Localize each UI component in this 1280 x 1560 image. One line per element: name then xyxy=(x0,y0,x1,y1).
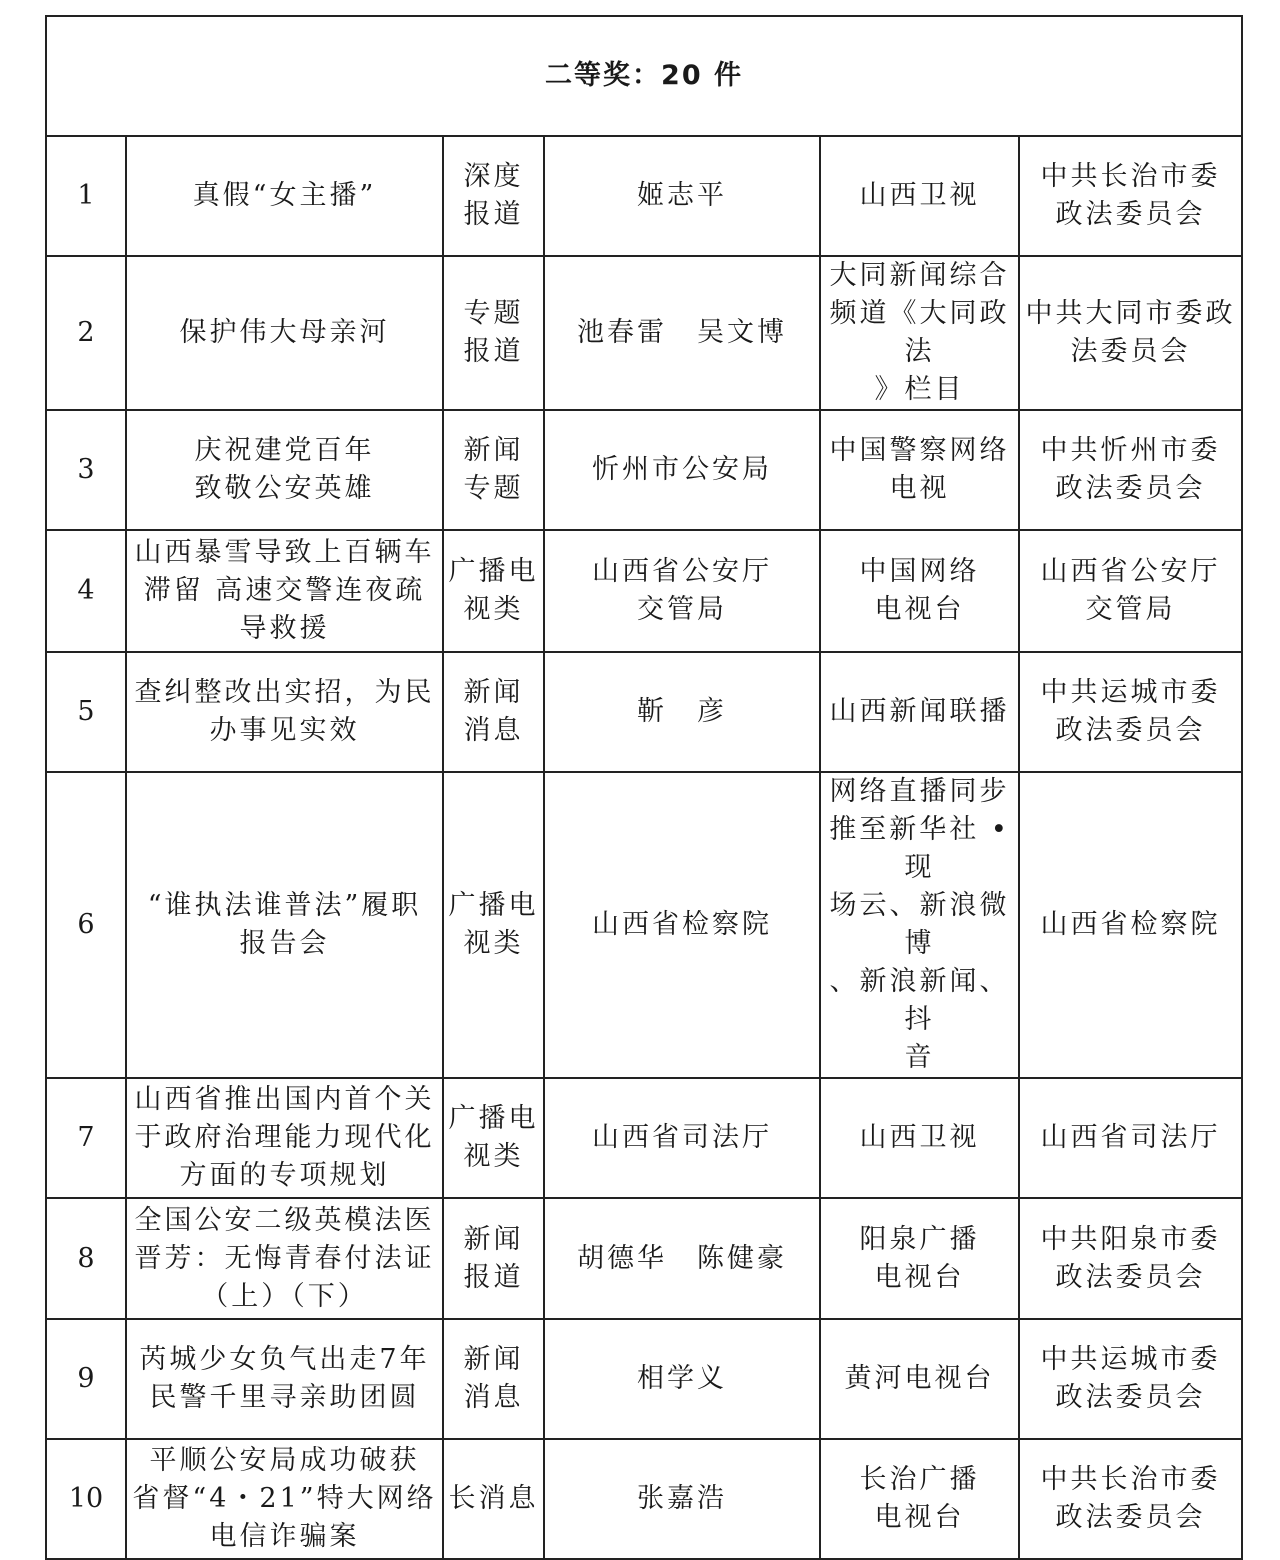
media-outlet-cell: 黄河电视台 xyxy=(820,1319,1019,1439)
row-number-cell: 8 xyxy=(46,1198,126,1319)
table-title: 二等奖：20 件 xyxy=(46,16,1242,136)
author-cell: 池春雷 吴文博 xyxy=(544,256,820,410)
work-title-cell: 山西暴雪导致上百辆车 滞留 高速交警连夜疏 导救援 xyxy=(126,530,443,652)
submitting-unit-cell: 中共长治市委 政法委员会 xyxy=(1019,1439,1242,1559)
work-title-cell: 平顺公安局成功破获 省督“4・21”特大网络 电信诈骗案 xyxy=(126,1439,443,1559)
author-cell: 相学义 xyxy=(544,1319,820,1439)
work-title-cell: “谁执法谁普法”履职 报告会 xyxy=(126,772,443,1078)
submitting-unit-cell: 山西省检察院 xyxy=(1019,772,1242,1078)
submitting-unit-cell: 山西省公安厅 交管局 xyxy=(1019,530,1242,652)
work-title-cell: 庆祝建党百年 致敬公安英雄 xyxy=(126,410,443,530)
row-number-cell: 1 xyxy=(46,136,126,256)
author-cell: 姬志平 xyxy=(544,136,820,256)
table-heading-row xyxy=(46,16,1242,136)
media-outlet-cell: 阳泉广播 电视台 xyxy=(820,1198,1019,1319)
category-cell: 广播电 视类 xyxy=(443,772,544,1078)
category-cell: 新闻 消息 xyxy=(443,1319,544,1439)
media-outlet-cell: 山西卫视 xyxy=(820,136,1019,256)
table-row xyxy=(46,772,1242,1078)
category-cell: 新闻 消息 xyxy=(443,652,544,772)
submitting-unit-cell: 山西省司法厅 xyxy=(1019,1078,1242,1198)
media-outlet-cell: 中国警察网络 电视 xyxy=(820,410,1019,530)
author-cell: 山西省检察院 xyxy=(544,772,820,1078)
row-number-cell: 10 xyxy=(46,1439,126,1559)
awards-table xyxy=(45,15,1243,1560)
table-row xyxy=(46,1198,1242,1319)
work-title-cell: 真假“女主播” xyxy=(126,136,443,256)
work-title-cell: 山西省推出国内首个关 于政府治理能力现代化 方面的专项规划 xyxy=(126,1078,443,1198)
table-row xyxy=(46,256,1242,410)
row-number-cell: 4 xyxy=(46,530,126,652)
work-title-cell: 芮城少女负气出走7年 民警千里寻亲助团圆 xyxy=(126,1319,443,1439)
author-cell: 胡德华 陈健豪 xyxy=(544,1198,820,1319)
submitting-unit-cell: 中共运城市委 政法委员会 xyxy=(1019,652,1242,772)
category-cell: 新闻 专题 xyxy=(443,410,544,530)
table-row xyxy=(46,1319,1242,1439)
submitting-unit-cell: 中共运城市委 政法委员会 xyxy=(1019,1319,1242,1439)
work-title-cell: 查纠整改出实招，为民 办事见实效 xyxy=(126,652,443,772)
author-cell: 山西省公安厅 交管局 xyxy=(544,530,820,652)
submitting-unit-cell: 中共阳泉市委 政法委员会 xyxy=(1019,1198,1242,1319)
table-row xyxy=(46,652,1242,772)
media-outlet-cell: 中国网络 电视台 xyxy=(820,530,1019,652)
table-row xyxy=(46,530,1242,652)
submitting-unit-cell: 中共大同市委政 法委员会 xyxy=(1019,256,1242,410)
work-title-cell: 保护伟大母亲河 xyxy=(126,256,443,410)
work-title-cell: 全国公安二级英模法医 晋芳：无悔青春付法证 （上）（下） xyxy=(126,1198,443,1319)
media-outlet-cell: 山西卫视 xyxy=(820,1078,1019,1198)
category-cell: 专题 报道 xyxy=(443,256,544,410)
table-row xyxy=(46,410,1242,530)
row-number-cell: 3 xyxy=(46,410,126,530)
row-number-cell: 6 xyxy=(46,772,126,1078)
category-cell: 长消息 xyxy=(443,1439,544,1559)
submitting-unit-cell: 中共忻州市委 政法委员会 xyxy=(1019,410,1242,530)
author-cell: 忻州市公安局 xyxy=(544,410,820,530)
table-row xyxy=(46,136,1242,256)
category-cell: 广播电 视类 xyxy=(443,530,544,652)
author-cell: 山西省司法厅 xyxy=(544,1078,820,1198)
media-outlet-cell: 网络直播同步 推至新华社 •现 场云、新浪微博 、新浪新闻、抖 音 xyxy=(820,772,1019,1078)
row-number-cell: 2 xyxy=(46,256,126,410)
media-outlet-cell: 大同新闻综合 频道《大同政法 》栏目 xyxy=(820,256,1019,410)
media-outlet-cell: 山西新闻联播 xyxy=(820,652,1019,772)
submitting-unit-cell: 中共长治市委 政法委员会 xyxy=(1019,136,1242,256)
author-cell: 靳 彦 xyxy=(544,652,820,772)
category-cell: 广播电 视类 xyxy=(443,1078,544,1198)
table-row xyxy=(46,1439,1242,1559)
author-cell: 张嘉浩 xyxy=(544,1439,820,1559)
media-outlet-cell: 长治广播 电视台 xyxy=(820,1439,1019,1559)
category-cell: 新闻 报道 xyxy=(443,1198,544,1319)
row-number-cell: 9 xyxy=(46,1319,126,1439)
row-number-cell: 5 xyxy=(46,652,126,772)
category-cell: 深度 报道 xyxy=(443,136,544,256)
table-row xyxy=(46,1078,1242,1198)
row-number-cell: 7 xyxy=(46,1078,126,1198)
